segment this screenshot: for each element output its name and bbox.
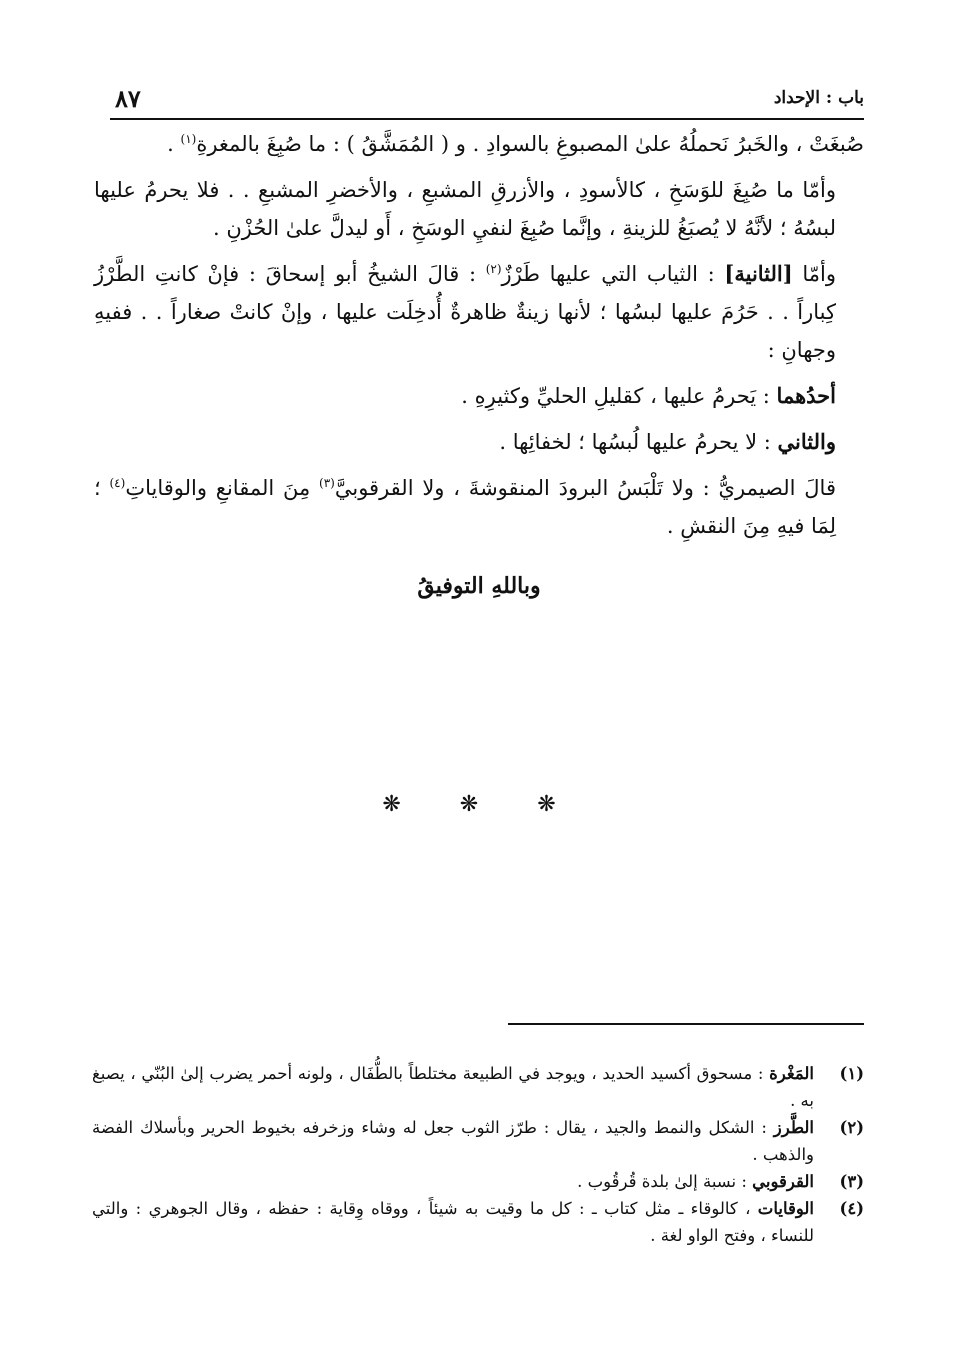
footnote-text: ، كالوقاء ـ مثل كتاب ـ : كل ما وقيت به شيئاً ، ووقاه وِقاية : حفظه ، وقال الجوهري : والتي للنساء ، وفتح الواو لغة . [92,1199,814,1245]
footnote-term: المَغْرة [769,1064,814,1083]
section-separator-stars: ❋ ❋ ❋ [382,792,582,817]
footnote-term: الوقايات [757,1199,814,1218]
footnote-text: : نسبة إلىٰ بلدة قُرقُوب . [577,1172,747,1191]
footnote-4 [92,1195,864,1249]
footnote-2 [92,1114,864,1168]
footnote-ref-1[interactable]: (١) [180,132,197,146]
footnote-term: الطَّرز [773,1118,814,1137]
closing-phrase: وباللهِ التوفيقُ [417,573,541,599]
footnote-3 [92,1168,864,1195]
footnote-text: : مسحوق أكسيد الحديد ، ويوجد في الطبيعة مختلطاً بالطُّفَال ، ولونه أحمر يضرب إلىٰ البُنّي ، يصبغ به . [92,1064,814,1110]
section-tag: [الثانية] [724,261,793,286]
main-text [94,125,864,605]
footnotes [92,1060,864,1249]
footnote-ref-2[interactable]: (٢) [485,262,502,276]
paragraph-3: وأمّا [الثانية] : الثياب التي عليها طَرْزٌ$^{(٢)}$ : قالَ الشيخُ أبو إسحاقَ : فإنْ كانتِ الطَّرْزُ كِباراً . . حَرُمَ عليها لبسُها ؛ لأنها زينةٌ ظاهرةٌ أُدخِلَت عليها ، وإنْ كانتْ صغاراً . . ففيهِ وجهانِ : [94,261,836,362]
footnote-number: (٢) [839,1118,864,1137]
page-header [115,84,864,114]
footnote-text: : الشكل والنمط والجيد ، يقال : طرّز الثوب جعل له وشاء وزخرفه بخيوط الحرير وبأسلاك الفضة والذهب . [92,1118,814,1164]
footnote-1 [92,1060,864,1114]
footnote-number: (١) [839,1064,864,1083]
header-divider [110,118,864,120]
opinion-first: أحدُهما : يَحرمُ عليها ، كقليلِ الحليِّ وكثيرِهِ . [461,383,836,408]
opinion-second: والثاني : لا يحرمُ عليها لُبسُها ؛ لخفائِها . [499,429,836,454]
chapter-title: باب : الإحداد [773,88,864,108]
footnote-ref-3[interactable]: (٣) [319,476,335,490]
footnote-number: (٤) [839,1199,864,1218]
page-number: ٨٧ [115,84,141,113]
paragraph-1: صُبغَتْ ، والخَبرُ نَحملُهُ علىٰ المصبوغِ بالسوادِ . و ( المُمَشَّقُ ) : ما صُبِغَ بالمغرةِ$^{(١)}$ . [167,132,864,156]
footnote-number: (٣) [839,1172,864,1191]
footnote-term: القرقوبي [752,1172,814,1191]
footnote-divider [508,1023,864,1025]
paragraph-2: وأمّا ما صُبِغَ للوَسَخِ ، كالأسودِ ، والأزرقِ المشبعِ ، والأخضرِ المشبعِ . . فلا يحرمُ عليها لبسُهُ ؛ لأنَّهُ لا يُصبَغُ للزينةِ ، وإنَّما صُبِغَ لنفيِ الوسَخِ ، أَو ليدلَّ علىٰ الحُزْنِ . [94,178,836,240]
footnote-ref-4[interactable]: (٤) [109,476,126,490]
paragraph-saymari: قالَ الصيمريُّ : ولا تَلْبَسُ البرودَ المنقوشةَ ، ولا القرقوبيَّ$^{(٣)}$ مِنَ المقانعِ والوقاياتِ$^{(٤)}$ ؛ لِمَا فيهِ مِنَ النقشِ . [94,476,836,538]
